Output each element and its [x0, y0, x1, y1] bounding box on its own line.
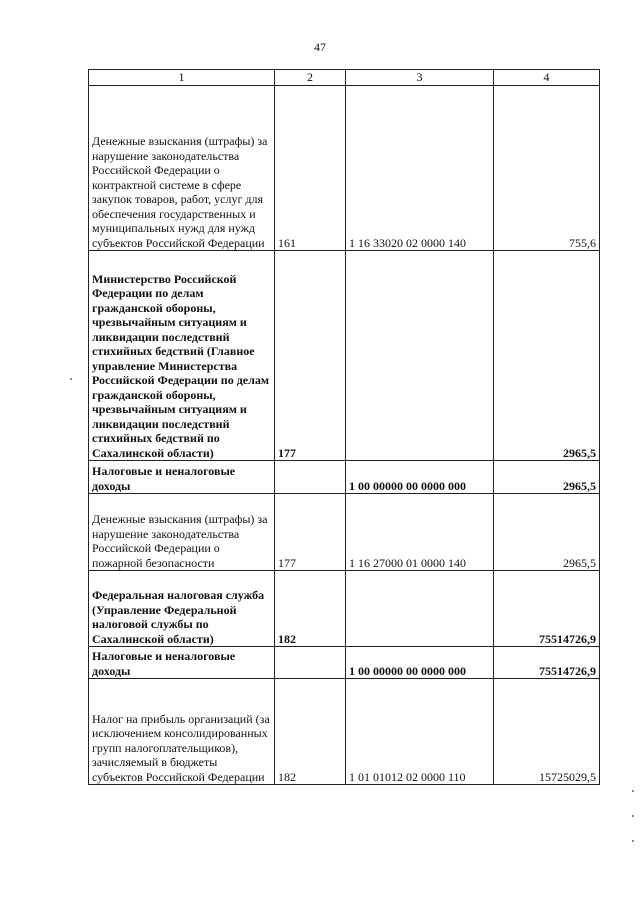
row-amount: 75514726,9	[494, 571, 600, 647]
row-budget-code	[346, 251, 494, 461]
row-budget-code: 1 01 01012 02 0000 110	[346, 679, 494, 785]
row-budget-code: 1 16 27000 01 0000 140	[346, 494, 494, 571]
page-number: 47	[314, 40, 326, 54]
row-budget-code: 1 16 33020 02 0000 140	[346, 86, 494, 251]
column-header-4: 4	[494, 70, 600, 86]
row-amount: 75514726,9	[494, 647, 600, 679]
table-row	[89, 461, 600, 494]
row-name: Налоговые и неналоговые доходы	[89, 647, 275, 679]
table-row	[89, 494, 600, 571]
column-header-1: 1	[89, 70, 275, 86]
row-admin-code	[275, 461, 346, 494]
scan-speck	[632, 840, 634, 842]
scan-speck	[632, 790, 634, 792]
row-admin-code: 161	[275, 86, 346, 251]
revenue-table	[88, 69, 600, 785]
row-name: Налоговые и неналоговые доходы	[89, 461, 275, 494]
table-row	[89, 571, 600, 647]
row-admin-code	[275, 647, 346, 679]
row-name: Денежные взыскания (штрафы) за нарушение законодательства Российской Федерации о контрактной системе в сфере закупок товаров, работ, услуг для обеспечения государственных и муниципальных нужд для нужд субъектов Российской Федерации	[89, 86, 275, 251]
row-amount: 2965,5	[494, 494, 600, 571]
row-amount: 755,6	[494, 86, 600, 251]
column-header-3: 3	[346, 70, 494, 86]
row-budget-code	[346, 571, 494, 647]
row-admin-code: 177	[275, 494, 346, 571]
table-row	[89, 647, 600, 679]
row-admin-code: 182	[275, 571, 346, 647]
table-row	[89, 86, 600, 251]
table-row	[89, 251, 600, 461]
row-name: Федеральная налоговая служба (Управление Федеральной налоговой службы по Сахалинской области)	[89, 571, 275, 647]
header-row	[89, 70, 600, 86]
scan-speck	[632, 815, 634, 817]
row-budget-code: 1 00 00000 00 0000 000	[346, 647, 494, 679]
row-amount: 2965,5	[494, 251, 600, 461]
row-budget-code: 1 00 00000 00 0000 000	[346, 461, 494, 494]
table-row	[89, 679, 600, 785]
scan-speck	[70, 378, 72, 380]
row-amount: 2965,5	[494, 461, 600, 494]
column-header-2: 2	[275, 70, 346, 86]
row-admin-code: 177	[275, 251, 346, 461]
row-name: Министерство Российской Федерации по делам гражданской обороны, чрезвычайным ситуациям и ликвидации последствий стихийных бедствий (Главное управление Министерства Российской Федерации по делам гражданской обороны, чрезвычайным ситуациям и ликвидации последствий стихийных бедствий по Сахалинской области)	[89, 251, 275, 461]
row-name: Налог на прибыль организаций (за исключением консолидированных групп налогоплательщиков), зачисляемый в бюджеты субъектов Российской Федерации	[89, 679, 275, 785]
row-admin-code: 182	[275, 679, 346, 785]
row-name: Денежные взыскания (штрафы) за нарушение законодательства Российской Федерации о пожарной безопасности	[89, 494, 275, 571]
row-amount: 15725029,5	[494, 679, 600, 785]
